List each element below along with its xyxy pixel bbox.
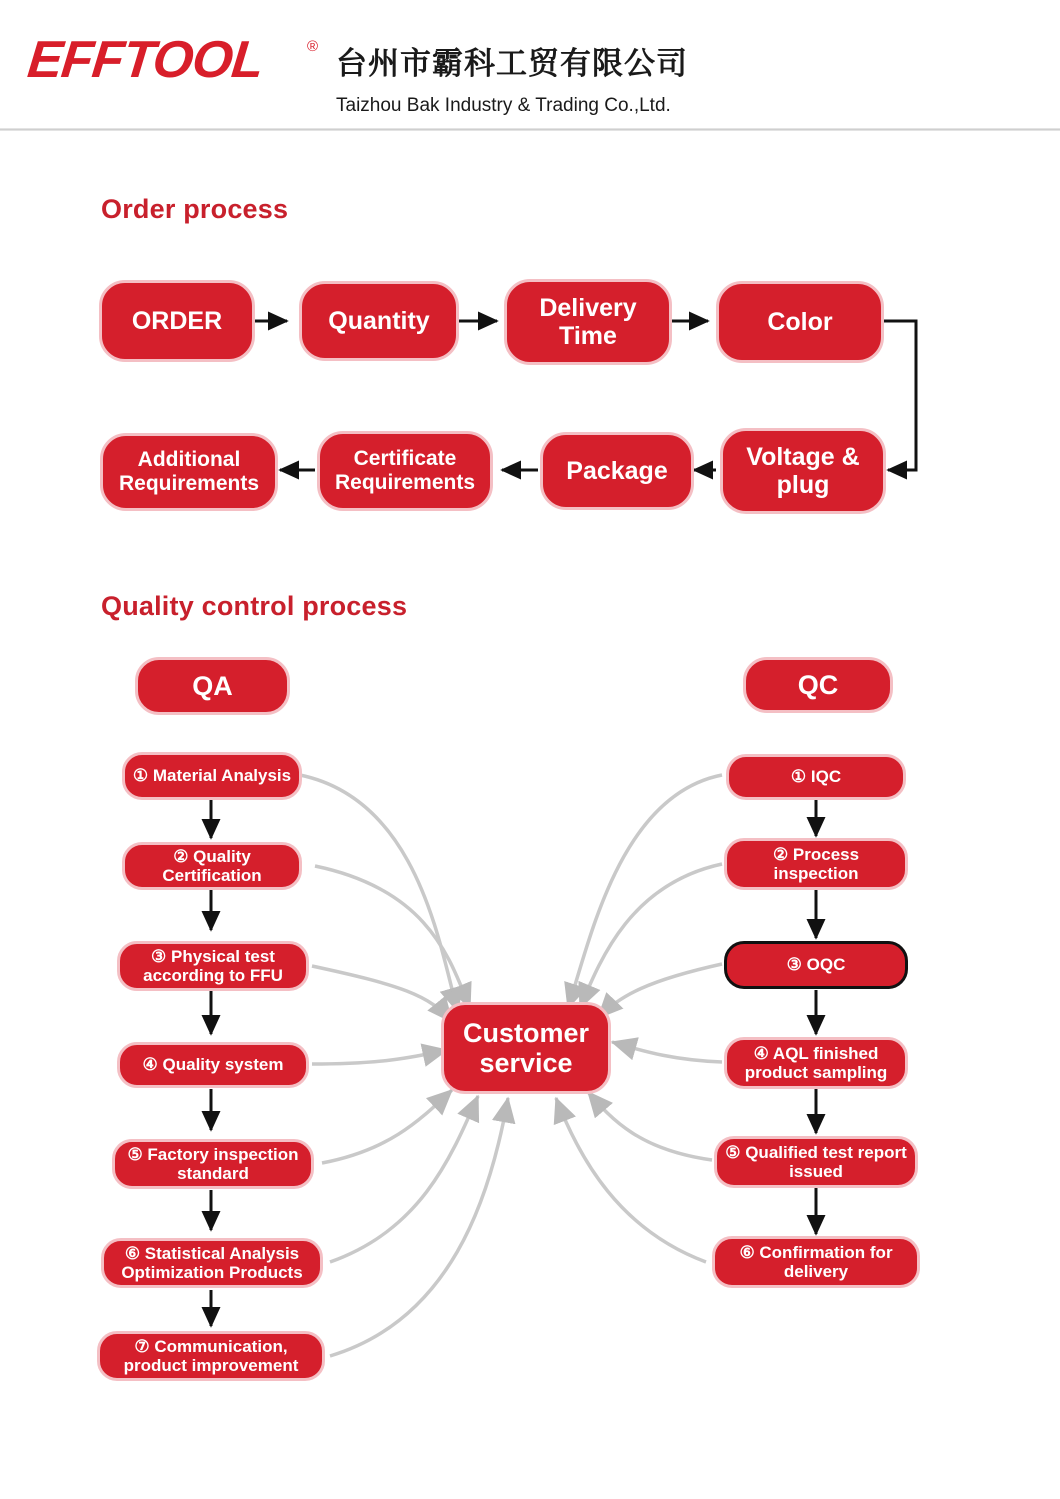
- order-step-delivery-time[interactable]: Delivery Time: [504, 279, 672, 365]
- registered-trademark-icon: ®: [307, 38, 319, 55]
- qa-header[interactable]: QA: [135, 657, 290, 715]
- qc-step-iqc[interactable]: ① IQC: [726, 754, 906, 800]
- quality-control-title: Quality control process: [101, 591, 408, 621]
- order-step-quantity[interactable]: Quantity: [299, 281, 459, 361]
- order-step-certificate-requirements[interactable]: Certificate Requirements: [317, 431, 493, 511]
- order-step-color[interactable]: Color: [716, 281, 884, 363]
- qc-step-qualified-test-report[interactable]: ⑤ Qualified test report issued: [714, 1136, 918, 1188]
- qa-step-factory-inspection-standard[interactable]: ⑤ Factory inspection standard: [112, 1139, 314, 1189]
- qa-step-material-analysis[interactable]: ① Material Analysis: [122, 752, 302, 800]
- qa-step-quality-system[interactable]: ④ Quality system: [117, 1042, 309, 1088]
- order-step-order[interactable]: ORDER: [99, 280, 255, 362]
- qa-step-communication-improvement[interactable]: ⑦ Communication, product improvement: [97, 1331, 325, 1381]
- order-step-additional-requirements[interactable]: Additional Requirements: [100, 433, 278, 511]
- order-step-voltage-plug[interactable]: Voltage & plug: [720, 428, 886, 514]
- company-logo: EFFTOOL: [24, 31, 266, 89]
- qc-step-oqc[interactable]: ③ OQC: [724, 941, 908, 989]
- qc-header[interactable]: QC: [743, 657, 893, 713]
- header-divider: [0, 128, 1060, 131]
- qc-step-process-inspection[interactable]: ② Process inspection: [724, 838, 908, 890]
- company-name-chinese: 台州市霸科工贸有限公司: [336, 46, 688, 81]
- customer-service-node[interactable]: Customer service: [441, 1002, 611, 1094]
- company-name-english: Taizhou Bak Industry & Trading Co.,Ltd.: [336, 95, 671, 116]
- qc-step-aql-sampling[interactable]: ④ AQL finished product sampling: [724, 1037, 908, 1089]
- order-process-title: Order process: [101, 194, 289, 224]
- qa-step-quality-certification[interactable]: ② Quality Certification: [122, 842, 302, 890]
- order-step-package[interactable]: Package: [540, 432, 694, 510]
- qa-step-physical-test[interactable]: ③ Physical test according to FFU: [117, 941, 309, 991]
- page-header: [0, 0, 1060, 128]
- qa-step-statistical-analysis[interactable]: ⑥ Statistical Analysis Optimization Products: [101, 1238, 323, 1288]
- qc-step-confirmation-delivery[interactable]: ⑥ Confirmation for delivery: [712, 1236, 920, 1288]
